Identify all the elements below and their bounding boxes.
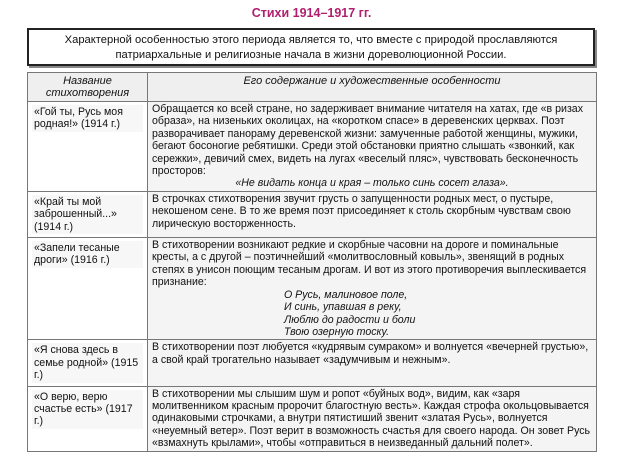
page-title: Стихи 1914–1917 гг. — [251, 6, 372, 20]
poem-name: «Гой ты, Русь моя родная!» (1914 г.) — [32, 105, 143, 132]
poem-name-cell — [28, 238, 148, 340]
header-poem-name: Название стихотворения — [28, 73, 148, 102]
poem-name: «О верю, верю счастье есть» (1917 г.) — [32, 390, 143, 429]
poem-name: «Край ты мой заброшенный...» (1914 г.) — [32, 195, 143, 234]
quote-line: «Не видать конца и края – только синь сосет глаза». — [235, 177, 509, 190]
poem-description — [148, 386, 597, 451]
poem-description — [148, 191, 597, 237]
poem-name-cell — [28, 386, 148, 451]
table-row — [28, 238, 597, 340]
poem-name: «Я снова здесь в семье родной» (1915 г.) — [32, 343, 143, 382]
verse-line: И синь, упавшая в реку, — [284, 301, 402, 314]
intro-box: Характерной особенностью этого периода является то, что вместе с природой прославляются патриархальные и религиозные начала в жизни дореволюционной России. — [27, 28, 595, 66]
verse-line: Люблю до радости и боли — [284, 313, 416, 326]
table-row — [28, 386, 597, 451]
table-row — [28, 340, 597, 386]
poem-description — [148, 102, 597, 192]
description-text: В строчках стихотворения звучит грусть о запущенности родных мест, о пустыре, некошеном сене. В то же время поэт присоединяет к столь скорбным чувствам свою лирическую восторженность. — [152, 192, 571, 230]
table-header-row — [28, 73, 597, 102]
poem-name-cell — [28, 102, 148, 192]
poems-table — [27, 72, 597, 452]
description-text: Обращается ко всей стране, но задерживает внимание читателя на хатах, где «в ризах образа», на низеньких околицах, на «коротком спасе» в деревенских церквах. Поэт разворачивает панораму деревенской жизни: замученные работой женщины, мужики, бегают босоногие ребятишки. Среди этой обстановки приятно слышать «звонкий, как сережки», девичий смех, видеть на лугах «веселый пляс», чувствовать бесконечность просторов: — [152, 103, 583, 178]
verse-line: Твою озерную тоску. — [284, 325, 390, 338]
table-row — [28, 102, 597, 192]
header-content: Его содержание и художественные особенности — [148, 73, 597, 102]
poem-description — [148, 238, 597, 340]
verse-line: О Русь, малиновое поле, — [284, 288, 408, 301]
poem-name: «Запели тесаные дроги» (1916 г.) — [32, 241, 143, 268]
description-text: В стихотворении возникают редкие и скорбные часовни на дороге и поминальные кресты, а с другой – поэтичнейший «молитвословный ковыль», звенящий в родных степях в унисон поющим тесаным дрогам. И вот из этого противоречия выплескивается признание: — [152, 239, 587, 289]
poem-name-cell — [28, 340, 148, 386]
table-row — [28, 191, 597, 237]
poem-description — [148, 340, 597, 386]
poem-name-cell — [28, 191, 148, 237]
description-text: В стихотворении мы слышим шум и ропот «буйных вод», видим, как «заря молитвенником красным пророчит благостную весть». Каждая строфа окольцовывается одинаковыми строчками, а внутри пятистиший звенит «златая Русь», волнуется «неуемный ветер». Поэт верит в возможность счастья для своего народа. Он зовет Русь «взмахнуть крылами», чтобы «отправиться в неизведанный дальний полет». — [152, 387, 591, 450]
description-text: В стихотворении поэт любуется «кудрявым сумраком» и волнуется «вечерней грустью», а свой край трогательно называет «задумчивым и нежным». — [152, 341, 589, 366]
